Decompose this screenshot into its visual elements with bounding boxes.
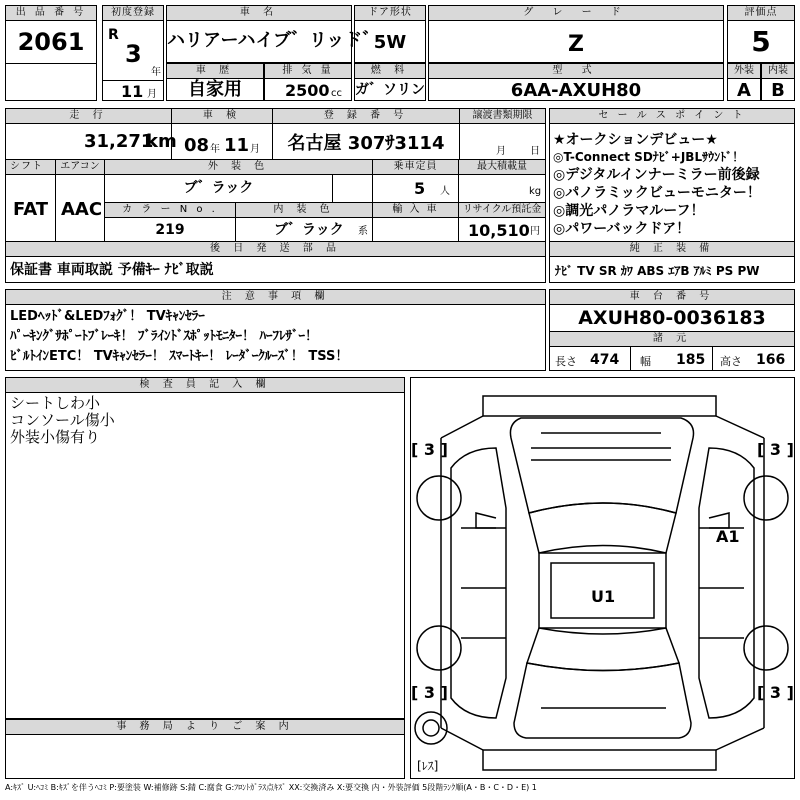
displacement: 2500 — [285, 81, 330, 100]
later-parts-label: 後 日 発 送 部 品 — [6, 242, 545, 257]
fuel-box — [354, 63, 426, 101]
divider — [458, 159, 459, 243]
recycle-label: リサイクル預託金 — [459, 203, 545, 218]
int-color-unit: 系 — [358, 226, 368, 237]
registration-month: 11 — [121, 82, 144, 101]
int-color: ブ゛ラック — [274, 222, 344, 238]
reg-number-label: 登 録 番 号 — [273, 109, 459, 124]
door-label: ドア形状 — [355, 6, 425, 21]
vehicle-info-block — [5, 108, 546, 242]
office-box — [5, 719, 405, 779]
grade-label: グ レ ー ド — [429, 6, 723, 21]
transfer-month-unit: 月 — [496, 146, 506, 157]
door-type: 5W — [373, 32, 407, 53]
inspector-line: シートしわ小 — [10, 394, 101, 412]
exterior-grade: A — [737, 80, 751, 101]
first-registration-box — [102, 5, 164, 101]
dimensions-label: 諸 元 — [550, 332, 794, 347]
history-box — [166, 63, 264, 101]
sales-point-item: ◎パワーバックドア！ — [553, 221, 691, 237]
chassis-label: 車 台 番 号 — [550, 290, 794, 305]
inspection-month-unit: 月 — [250, 144, 260, 155]
car-name-label: 車 名 — [167, 6, 351, 21]
interior-grade: B — [771, 80, 785, 101]
first-registration-label: 初度登録 — [103, 6, 163, 21]
score-box — [727, 5, 795, 63]
width-label: 幅 — [640, 355, 651, 368]
lot-number: 2061 — [17, 28, 85, 56]
sales-points-box — [549, 108, 795, 242]
mileage-label: 走 行 — [6, 109, 171, 124]
history-label: 車 歴 — [167, 64, 263, 79]
divider — [332, 174, 333, 202]
height: 166 — [756, 352, 786, 368]
office-label: 事 務 局 よ り ご 案 内 — [6, 720, 404, 735]
ext-color: ブ゛ラック — [183, 180, 254, 196]
standard-equipment: ﾅﾋﾞ TV SR ｶﾜ ABS ｴｱB ｱﾙﾐ PS PW — [555, 264, 760, 278]
chassis-box — [549, 289, 795, 371]
recycle-unit: 円 — [530, 226, 540, 237]
divider — [235, 202, 236, 243]
door-box — [354, 5, 426, 63]
transfer-day-unit: 日 — [530, 146, 540, 157]
length: 474 — [590, 352, 620, 368]
model-box — [428, 63, 724, 101]
sales-points-label: セ ー ル ス ポ イ ン ト — [550, 109, 794, 124]
standard-equipment-label: 純 正 装 備 — [550, 242, 794, 257]
shift: FAT — [13, 199, 49, 220]
divider — [459, 109, 460, 159]
inspection-month: 11 — [224, 135, 250, 156]
mileage-unit: km — [146, 131, 177, 152]
lot-number-label: 出 品 番 号 — [6, 6, 96, 21]
inspector-label: 検 査 員 記 入 欄 — [6, 378, 404, 393]
note-line: LEDﾍｯﾄﾞ&LEDﾌｫｸﾞ！ TVｷｬﾝｾﾗｰ — [10, 309, 205, 324]
reg-number: 名古屋 307ｻ3114 — [287, 133, 445, 154]
tire-rear-right-score: [ 3 ] — [757, 683, 794, 702]
ext-color-label: 外 装 色 — [105, 160, 372, 175]
damage-diagram — [410, 377, 795, 779]
legend: A:ｷｽﾞ U:ﾍｺﾐ B:ｷｽﾞを伴うﾍｺﾐ P:要塗装 W:補修跡 S:錆 C:腐食 G:ﾌﾛﾝﾄｶﾞﾗｽ点ｷｽﾞ XX:交換済み X:要交換 内・外装評価 5段階ﾗﾝｸ順(A・B・C・D・E) 1 — [5, 783, 537, 792]
fuel: ガ゛ソリン — [355, 82, 425, 98]
displacement-unit: cc — [331, 88, 342, 99]
era: R — [108, 27, 119, 43]
ac-label: エアコン — [56, 160, 104, 175]
car-outline — [411, 378, 794, 778]
tire-front-left-score: [ 3 ] — [411, 440, 448, 459]
sales-point-item: ◎T-Connect SDﾅﾋﾞ+JBLｻｳﾝﾄﾞ！ — [553, 150, 745, 164]
height-label: 高さ — [720, 355, 742, 368]
sales-point-item: ◎パノラミックビューモニター！ — [553, 185, 761, 201]
lot-number-box — [5, 5, 97, 101]
max-load-label: 最大積載量 — [459, 160, 545, 175]
divider — [103, 80, 163, 81]
color-no-label: カ ラ ー N o . — [105, 203, 235, 218]
fuel-label: 燃 料 — [355, 64, 425, 79]
note-line: ﾋﾞﾙﾄｲﾝETC！ TVｷｬﾝｾﾗｰ！ ｽﾏｰﾄｷｰ！ ﾚｰﾀﾞｰｸﾙｰｽﾞ！ TSS！ — [10, 349, 349, 364]
import-label: 輸 入 車 — [373, 203, 458, 218]
inspector-box — [5, 377, 405, 719]
interior-grade-box — [761, 63, 795, 101]
ac: AAC — [61, 199, 103, 220]
damage-mark-u1: U1 — [591, 587, 616, 606]
length-label: 長さ — [555, 355, 577, 368]
divider — [6, 63, 96, 64]
capacity-unit: 人 — [440, 186, 450, 197]
interior-label: 内装 — [762, 64, 794, 79]
int-color-label: 内 装 色 — [236, 203, 372, 218]
standard-equipment-box — [549, 241, 795, 283]
sales-point-item: ◎調光パノラマルーフ！ — [553, 203, 705, 219]
capacity-label: 乗車定員 — [373, 160, 458, 175]
tire-front-right-score: [ 3 ] — [757, 440, 794, 459]
later-parts-box — [5, 241, 546, 283]
mileage: 31,271 — [84, 131, 154, 152]
divider — [372, 159, 373, 243]
color-no: 219 — [155, 222, 185, 238]
registration-year: 3 — [125, 40, 142, 68]
exterior-label: 外装 — [728, 64, 760, 79]
notes-box — [5, 289, 546, 371]
inspector-line: コンソール傷小 — [10, 411, 115, 429]
grade: Z — [568, 32, 584, 57]
history: 自家用 — [188, 79, 242, 100]
notes-label: 注 意 事 項 欄 — [6, 290, 545, 305]
inspection-year-unit: 年 — [210, 144, 220, 155]
recycle-fee: 10,510 — [468, 221, 530, 240]
displacement-label: 排 気 量 — [265, 64, 351, 79]
transfer-label: 譲渡書類期限 — [460, 109, 545, 124]
max-load-unit: kg — [529, 186, 542, 197]
model-label: 型 式 — [429, 64, 723, 79]
score: 5 — [751, 25, 771, 58]
tire-rear-left-score: [ 3 ] — [411, 683, 448, 702]
car-name-box — [166, 5, 381, 63]
inspection-year: 08 — [184, 135, 210, 156]
month-unit: 月 — [147, 89, 157, 100]
grade-box — [428, 5, 724, 63]
year-unit: 年 — [151, 67, 161, 78]
exterior-grade-box — [727, 63, 761, 101]
sales-point-item: ◎デジタルインナーミラー前後録 — [553, 167, 760, 183]
divider — [630, 347, 631, 371]
damage-mark-a1: A1 — [716, 527, 740, 546]
note-line: ﾊﾟｰｷﾝｸﾞｻﾎﾟｰﾄﾌﾞﾚｰｷ！ ﾌﾞﾗｲﾝﾄﾞｽﾎﾟｯﾄﾓﾆﾀｰ！ ﾊｰﾌﾚｻﾞｰ！ — [10, 329, 319, 344]
width: 185 — [676, 352, 706, 368]
chassis-number: AXUH80-0036183 — [578, 307, 766, 329]
divider — [712, 347, 713, 371]
divider — [55, 159, 56, 243]
spare-tire-mark: [ﾚｽ] — [417, 759, 439, 773]
inspection-label: 車 検 — [172, 109, 272, 124]
shift-label: シフト — [6, 160, 55, 175]
capacity: 5 — [414, 179, 426, 198]
sales-point-item: ★オークションデビュー★ — [553, 132, 718, 148]
car-name: ハリアーハイブ゛リッド゛ — [167, 30, 381, 51]
inspector-line: 外装小傷有り — [10, 428, 101, 446]
displacement-box — [264, 63, 352, 101]
score-label: 評価点 — [728, 6, 794, 21]
model-code: 6AA-AXUH80 — [510, 80, 642, 101]
later-parts: 保証書 車両取説 予備ｷｰ ﾅﾋﾞ取説 — [10, 262, 214, 278]
